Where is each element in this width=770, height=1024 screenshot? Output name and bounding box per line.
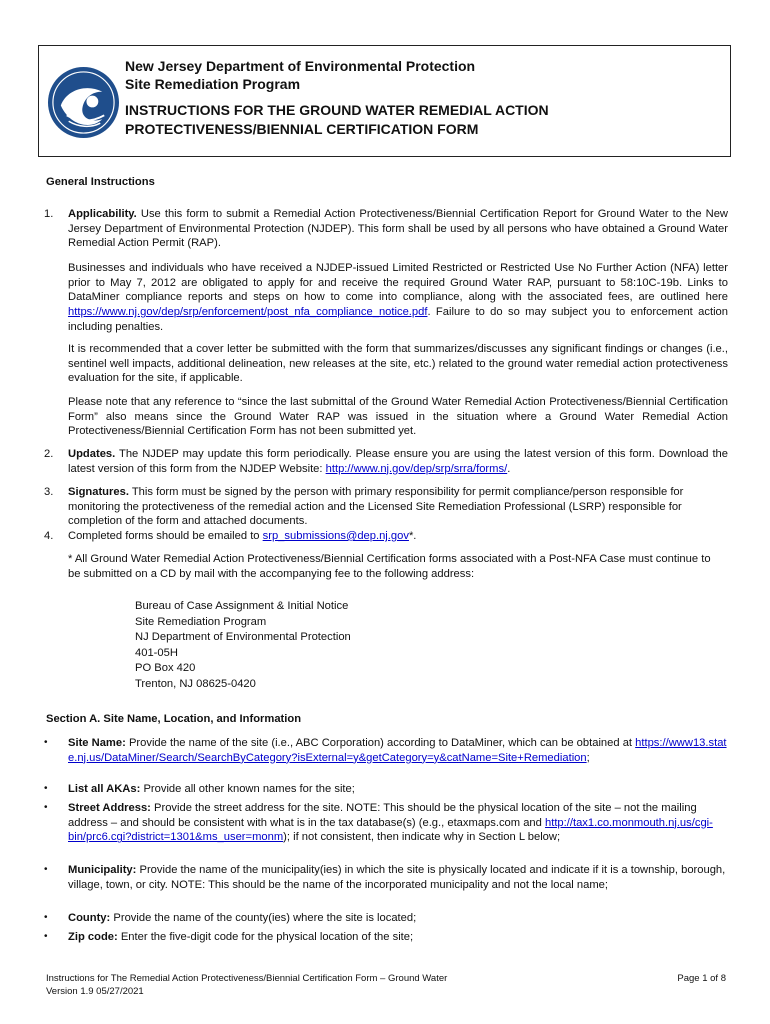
item-punct: .: [507, 462, 511, 475]
bullet-zip-code: [44, 930, 728, 945]
bullet-site-name: [44, 736, 728, 765]
section-a-heading: Section A. Site Name, Location, and Information: [46, 713, 302, 725]
bullet-punct: ;: [586, 751, 590, 764]
address-line: PO Box 420: [135, 662, 196, 674]
item-text: [68, 529, 728, 544]
item-label: Updates.: [68, 448, 116, 460]
bullet-label: List all AKAs:: [68, 783, 141, 795]
item-punct: *.: [408, 530, 417, 542]
bullet-icon: •: [44, 864, 48, 875]
srp-submissions-email-link[interactable]: srp_submissions@dep.nj.gov: [262, 530, 409, 542]
item-text: [68, 207, 728, 251]
page-title-line1: INSTRUCTIONS FOR THE GROUND WATER REMEDIAL ACTION: [125, 102, 549, 118]
address-line: Site Remediation Program: [135, 615, 267, 628]
bullet-text: [68, 782, 728, 797]
bullet-text: [68, 911, 728, 926]
bullet-label: Site Name:: [68, 737, 126, 749]
bullet-county: [44, 911, 728, 926]
bullet-label: Street Address:: [68, 802, 151, 814]
footnote: * All Ground Water Remedial Action Protectiveness/Biennial Certification forms associated with a Post-NFA Case must continue to be submitted on a CD by mail with the accompanying fee to the following address:: [68, 553, 711, 580]
bullet-text: [68, 801, 728, 845]
bullet-label: Zip code:: [68, 931, 118, 943]
nfa-text: Businesses and individuals who have received a NJDEP-issued Limited Restricted or Restricted Use No Further Action (NFA) letter prior to May 7, 2012 are obligated to apply for and receive the required Ground Water RAP, pursuant to 58:10C-19b. Links to DataMiner compliance reports and steps on how to come into compliance, along with the associated fees, are outlined here: [68, 262, 728, 304]
mailing-address: [135, 599, 351, 692]
address-line: NJ Department of Environmental Protection: [135, 631, 351, 643]
bullet-body: Provide all other known names for the site;: [143, 783, 355, 795]
address-line: 401-05H: [135, 646, 178, 659]
bullet-label: Municipality:: [68, 864, 137, 876]
bullet-body: Provide the street address for the site. NOTE: This should be the physical location of the site – not the mailing address – and should be consistent with what is in the tax database(s) (e.g., etaxmaps.com and: [68, 802, 697, 829]
post-nfa-compliance-link[interactable]: https://www.nj.gov/dep/srp/enforcement/post_nfa_compliance_notice.pdf: [68, 306, 428, 319]
item-body: Completed forms should be emailed to: [68, 530, 263, 542]
dataminer-search-link[interactable]: https://www13.state.nj.us/DataMiner/Search/SearchByCategory?isExternal=y&getCategory=y&catName=Site+Remediation: [68, 737, 727, 764]
address-line: Trenton, NJ 08625-0420: [135, 677, 256, 690]
bullet-icon: •: [44, 737, 48, 748]
bullet-akas: [44, 782, 728, 797]
footer-document-info: [46, 972, 447, 998]
item-number: 3.: [44, 486, 54, 498]
item-label: Signatures.: [68, 486, 129, 498]
instruction-item-applicability: [44, 207, 728, 251]
instruction-item-updates: [44, 447, 728, 476]
item-number: 2.: [44, 448, 54, 460]
nfa-paragraph: [68, 261, 728, 335]
bullet-body: Provide the name of the county(ies) where the site is located;: [113, 912, 417, 924]
bullet-icon: •: [44, 912, 48, 923]
item-text: [68, 485, 728, 529]
bullet-text: [68, 736, 728, 765]
address-line: Bureau of Case Assignment & Initial Notice: [135, 600, 349, 612]
bullet-icon: •: [44, 802, 48, 813]
bullet-text: [68, 863, 728, 892]
reference-note-paragraph: Please note that any reference to “since the last submittal of the Ground Water Remedial Action Protectiveness/Biennial Certification Form” also means since the Ground Water RAP was issued in the situation where a Ground Water Remedial Action Protectiveness/Biennial Certification Form has not been submitted yet.: [68, 396, 728, 438]
item-number: 1.: [44, 208, 54, 220]
item-number: 4.: [44, 530, 54, 542]
bullet-text: [68, 930, 728, 945]
bullet-after: ); if not consistent, then indicate why in Section L below;: [283, 831, 561, 844]
bullet-body: Provide the name of the site (i.e., ABC Corporation) according to DataMiner, which can be obtained at: [128, 737, 636, 749]
bullet-body: Enter the five-digit code for the physical location of the site;: [120, 931, 414, 943]
bullet-municipality: [44, 863, 728, 892]
program-name: Site Remediation Program: [125, 76, 301, 92]
page-title-line2: PROTECTIVENESS/BIENNIAL CERTIFICATION FORM: [125, 121, 479, 137]
monmouth-tax-link[interactable]: http://tax1.co.monmouth.nj.us/cgi-bin/prc6.cgi?district=1301&ms_user=monm: [68, 816, 713, 844]
item-body: Use this form to submit a Remedial Action Protectiveness/Biennial Certification Report for Ground Water to the New Jersey Department of Environmental Protection (NJDEP). This form shall be used by all persons who have obtained a Ground Water Remedial Action Permit (RAP).: [68, 208, 728, 250]
bullet-street-address: [44, 801, 728, 845]
general-instructions-heading: General Instructions: [46, 176, 155, 188]
item-body: The NJDEP may update this form periodically. Please ensure you are using the latest version of this form. Download the latest version of this form from the NJDEP Website:: [68, 448, 728, 475]
footer-version: Version 1.9 05/27/2021: [46, 986, 144, 997]
footer-form-title: Instructions for The Remedial Action Protectiveness/Biennial Certification Form – Ground Water: [46, 973, 448, 984]
bullet-body: Provide the name of the municipality(ies) in which the site is physically located and indicate if it is a township, borough, village, town, or city. NOTE: This should be the name of the incorporated municipality and not the local name;: [68, 864, 726, 891]
bullet-icon: •: [44, 931, 48, 942]
header-box: [38, 45, 731, 157]
cover-letter-paragraph: It is recommended that a cover letter be submitted with the form that summarizes/discusses any significant findings or changes (i.e., sentinel well impacts, additional delineation, new releases at the site, etc.) related to the ground water remedial action protectiveness evaluation for the site, if applicable.: [68, 343, 728, 385]
item-label: Applicability.: [68, 208, 137, 220]
item-body: This form must be signed by the person with primary responsibility for permit compliance/person responsible for monitoring the protectiveness of the remedial action and the Licensed Site Remediation Professional (LSRP) responsible for completion of the form and attached documents.: [68, 486, 684, 528]
page-number: Page 1 of 8: [677, 973, 726, 984]
srra-forms-link[interactable]: http://www.nj.gov/dep/srp/srra/forms/: [325, 462, 508, 475]
bullet-icon: •: [44, 783, 48, 794]
nfa-text-after: . Failure to do so may subject you to enforcement action including penalties.: [68, 306, 728, 333]
org-name: New Jersey Department of Environmental Protection: [125, 58, 476, 74]
instruction-item-signatures: [44, 485, 728, 529]
bullet-label: County:: [68, 912, 111, 924]
nj-dep-seal-icon: [47, 66, 120, 139]
item-text: [68, 447, 728, 476]
instruction-item-submission: [44, 529, 728, 544]
